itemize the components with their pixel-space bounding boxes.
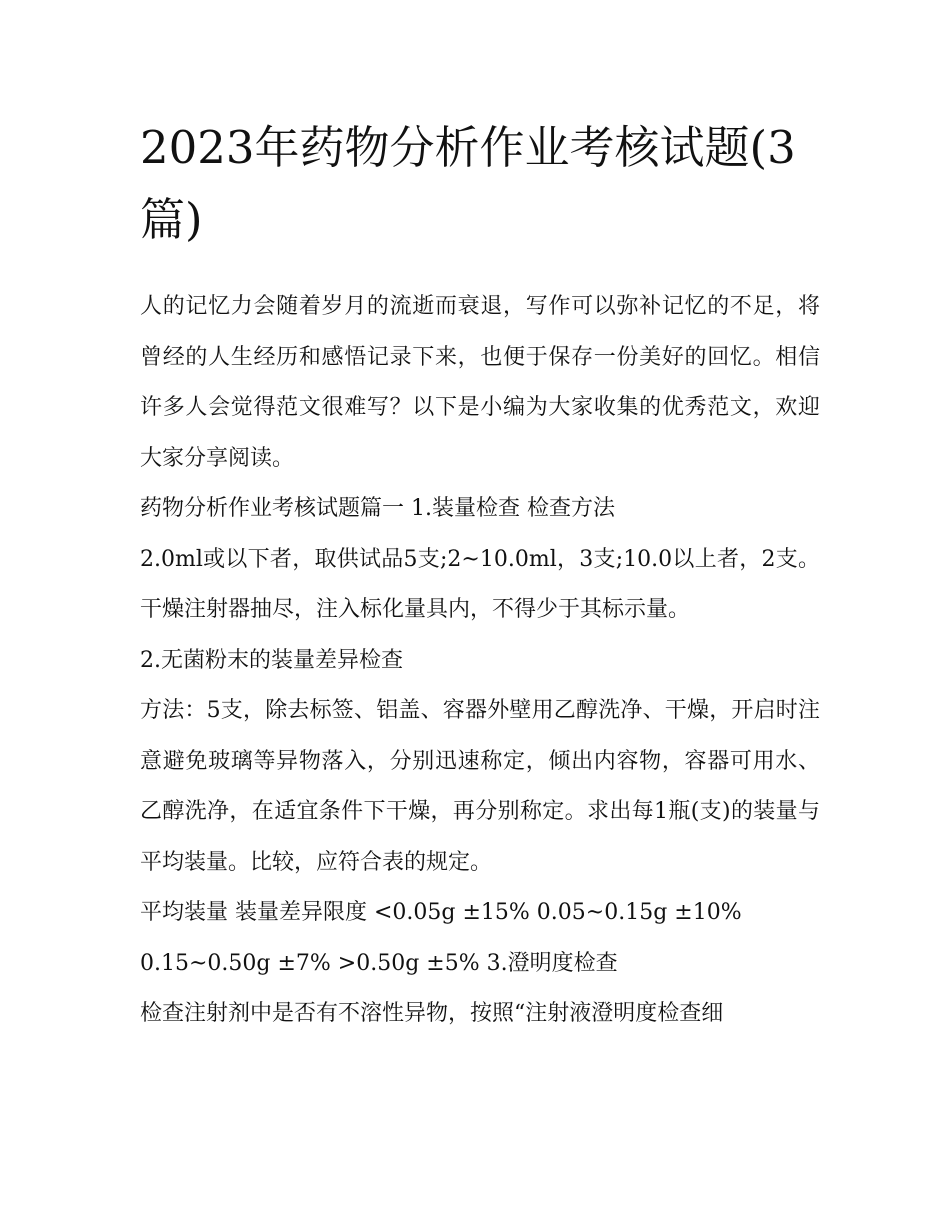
paragraph-fill-volume-method: 2.0ml或以下者，取供试品5支;2~10.0ml，3支;10.0以上者，2支。干燥注射器抽尽，注入标化量具内，不得少于其标示量。 — [140, 546, 820, 622]
document-body — [140, 282, 820, 1040]
paragraph-section-1-heading: 药物分析作业考核试题篇一 1.装量检查 检查方法 — [140, 496, 615, 521]
paragraph-powder-heading: 2.无菌粉末的装量差异检查 — [140, 647, 403, 673]
document-title: 2023年药物分析作业考核试题(3篇) — [140, 121, 796, 246]
paragraph-intro: 人的记忆力会随着岁月的流逝而衰退，写作可以弥补记忆的不足，将曾经的人生经历和感悟记录下来，也便于保存一份美好的回忆。相信许多人会觉得范文很难写？以下是小编为大家收集的优秀范文，欢迎大家分享阅读。 — [140, 294, 820, 471]
paragraph-powder-method: 方法：5支，除去标签、铝盖、容器外壁用乙醇洗净、干燥，开启时注意避免玻璃等异物落入，分别迅速称定，倾出内容物，容器可用水、乙醇洗净，在适宜条件下干燥，再分别称定。求出每1瓶(支)的装量与平均装量。比较，应符合表的规定。 — [140, 698, 820, 875]
paragraph-clarity-check: 检查注射剂中是否有不溶性异物，按照“注射液澄明度检查细 — [140, 1001, 724, 1026]
paragraph-limits-row-1: 平均装量 装量差异限度 <0.05g ±15% 0.05~0.15g ±10% — [140, 900, 742, 925]
paragraph-limits-row-2: 0.15~0.50g ±7% >0.50g ±5% 3.澄明度检查 — [140, 950, 618, 976]
